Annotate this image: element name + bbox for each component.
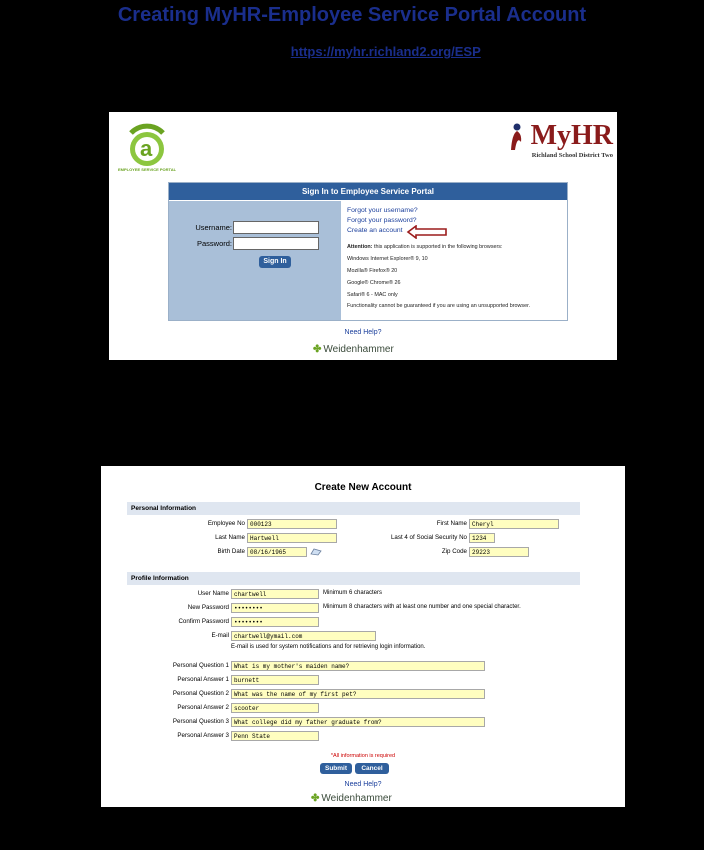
- submit-button[interactable]: Submit: [320, 763, 352, 774]
- answer-2-input[interactable]: scooter: [231, 703, 319, 713]
- signin-panel: [168, 182, 568, 321]
- browser-item: Safari® 6 - MAC only: [347, 292, 398, 298]
- disclaimer-text: Functionality cannot be guaranteed if you are using an unsupported browser.: [347, 303, 531, 309]
- profile-info-header: Profile Information: [127, 572, 580, 585]
- question-3-input[interactable]: What college did my father graduate from?: [231, 717, 485, 727]
- browser-item: Mozilla® Firefox® 20: [347, 268, 398, 274]
- username-input[interactable]: chartwell: [231, 589, 319, 599]
- username-label: Username:: [195, 223, 232, 232]
- answer-1-input[interactable]: burnett: [231, 675, 319, 685]
- signin-screenshot: [109, 112, 617, 360]
- email-label: E-mail: [211, 632, 229, 639]
- question-1-label: Personal Question 1: [172, 662, 229, 669]
- attention-message: this application is supported in the following browsers:: [373, 244, 503, 250]
- answer-2-label: Personal Answer 2: [177, 704, 229, 711]
- calendar-icon[interactable]: [310, 547, 322, 556]
- email-note: E-mail is used for system notifications and for retrieving login information.: [231, 644, 426, 650]
- weidenhammer-logo: [311, 793, 392, 804]
- esp-logo-text: EMPLOYEE SERVICE PORTAL: [117, 167, 177, 172]
- left-arrow-icon: [406, 225, 448, 239]
- create-account-title: Create New Account: [314, 482, 412, 493]
- zip-code-input[interactable]: 29223: [469, 547, 529, 557]
- zip-code-label: Zip Code: [441, 548, 467, 555]
- question-2-label: Personal Question 2: [172, 690, 229, 697]
- employee-no-label: Employee No: [207, 520, 245, 527]
- new-password-input[interactable]: ••••••••: [231, 603, 319, 613]
- step-1: [22, 44, 481, 59]
- leaf-icon: ✤: [313, 344, 322, 355]
- email-input[interactable]: chartwell@ymail.com: [231, 631, 376, 641]
- browser-item: Google® Chrome® 26: [347, 280, 401, 286]
- cancel-button[interactable]: Cancel: [355, 763, 389, 774]
- step-3: 3. Enter your information and complete all the required fields (please use your district email address.): [22, 408, 603, 423]
- password-note: Minimum 8 characters with at least one number and one special character.: [323, 604, 521, 610]
- create-account-screenshot: [101, 466, 625, 807]
- first-name-label: First Name: [436, 520, 467, 527]
- step-2: 2. Click on “Create an account” link.: [22, 70, 228, 85]
- forgot-password-link[interactable]: Forgot your password?: [347, 217, 417, 224]
- step-3-continued: Then click the Submit button. You will be able to log in immediately after submitting.: [44, 428, 524, 443]
- password-label: Password:: [196, 239, 232, 248]
- username-note: Minimum 6 characters: [323, 590, 383, 596]
- leaf-icon: ✤: [311, 793, 320, 804]
- last-name-label: Last Name: [215, 534, 245, 541]
- esp-logo-letter: a: [140, 136, 153, 161]
- username-label: User Name: [197, 590, 229, 597]
- myhr-figure-icon: [508, 122, 526, 152]
- document-title: Creating MyHR-Employee Service Portal Account: [117, 4, 587, 26]
- birth-date-input[interactable]: 08/16/1965: [247, 547, 307, 557]
- username-input[interactable]: [233, 221, 319, 234]
- birth-date-label: Birth Date: [217, 548, 245, 555]
- signin-form: [169, 201, 341, 320]
- vendor-name: Weidenhammer: [321, 793, 392, 804]
- need-help-link[interactable]: Need Help?: [344, 329, 382, 336]
- attention-text: [347, 244, 562, 250]
- required-note: [101, 753, 625, 759]
- question-2-input[interactable]: What was the name of my first pet?: [231, 689, 485, 699]
- personal-info-header: Personal Information: [127, 502, 580, 515]
- create-account-link[interactable]: Create an account: [347, 227, 403, 234]
- signin-info: [347, 207, 562, 309]
- esp-logo: [117, 117, 177, 177]
- answer-1-label: Personal Answer 1: [177, 676, 229, 683]
- weidenhammer-logo: [313, 344, 394, 355]
- question-3-label: Personal Question 3: [172, 718, 229, 725]
- ssn-input[interactable]: 1234: [469, 533, 495, 543]
- last-name-input[interactable]: Hartwell: [247, 533, 337, 543]
- question-1-input[interactable]: What is my mother's maiden name?: [231, 661, 485, 671]
- attention-label: Attention:: [347, 244, 373, 250]
- answer-3-input[interactable]: Penn State: [231, 731, 319, 741]
- myhr-subtitle: Richland School District Two: [531, 152, 613, 159]
- forgot-username-link[interactable]: Forgot your username?: [347, 207, 418, 214]
- myhr-brand: MyHR: [530, 120, 613, 151]
- first-name-input[interactable]: Cheryl: [469, 519, 559, 529]
- confirm-password-input[interactable]: ••••••••: [231, 617, 319, 627]
- myhr-logo: [508, 120, 613, 159]
- required-note-text: All information is required: [333, 753, 396, 759]
- step-1-text: 1. Log in to MyHR-Employee Service Portal at: [22, 44, 288, 59]
- password-input[interactable]: [233, 237, 319, 250]
- answer-3-label: Personal Answer 3: [177, 732, 229, 739]
- employee-no-input[interactable]: 000123: [247, 519, 337, 529]
- sign-in-button[interactable]: Sign In: [259, 256, 291, 268]
- need-help-link[interactable]: Need Help?: [344, 781, 382, 788]
- required-asterisk: *: [330, 753, 334, 759]
- confirm-password-label: Confirm Password: [178, 618, 229, 625]
- signin-header: Sign In to Employee Service Portal: [169, 183, 567, 200]
- ssn-label: Last 4 of Social Security No: [390, 534, 467, 541]
- vendor-name: Weidenhammer: [323, 344, 394, 355]
- new-password-label: New Password: [187, 604, 229, 611]
- browser-item: Windows Internet Explorer® 9, 10: [347, 256, 428, 262]
- portal-link[interactable]: https://myhr.richland2.org/ESP: [290, 44, 481, 59]
